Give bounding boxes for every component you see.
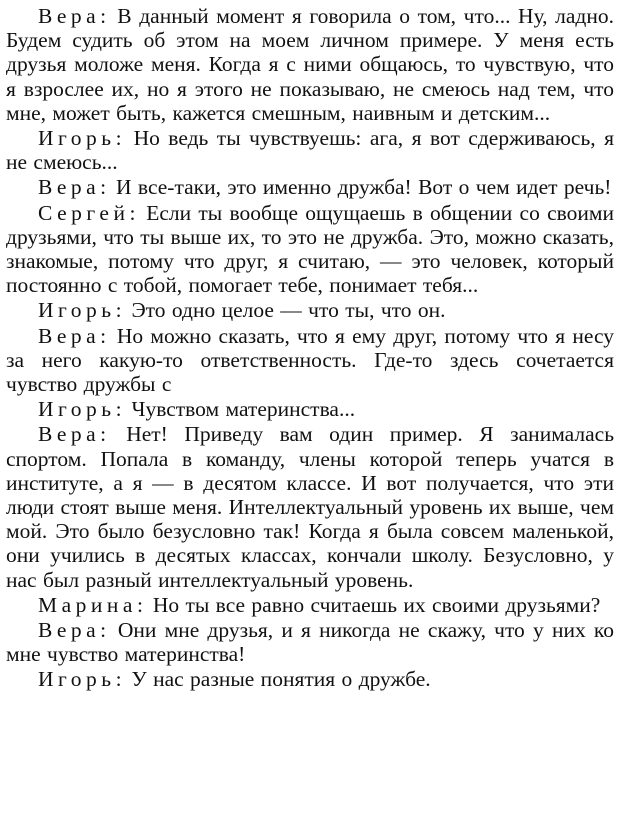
speech-text: Но можно сказать, что я ему друг, потому что я несу за него какую-то ответственность. Где-то здесь сочетается чувство дружбы с — [6, 323, 614, 397]
speaker-name: Марина: — [38, 592, 148, 617]
dialogue-paragraph — [6, 201, 614, 298]
dialogue-paragraph — [6, 593, 614, 617]
speech-text: В данный момент я говорила о том, что... Ну, ладно. Будем судить об этом на моем личном примере. У меня есть друзья моложе меня. Когда я с ними общаюсь, то чувствую, что я взрослее их, но я этого не показываю, не смеюсь над тем, что мне, может быть, кажется смешным, наивным и детским... — [6, 4, 615, 125]
speech-text: Если ты вообще ощущаешь в общении со своими друзьями, что ты выше их, то это не дружба. Это, можно сказать, знакомые, потому что друг, я считаю, — это человек, который постоянно с тобой, помогает тебе, понимает тебя... — [6, 200, 615, 298]
speaker-name: Вера: — [38, 4, 111, 28]
speech-text: Они мне друзья, и я никогда не скажу, что у них ко мне чувство материнства! — [6, 618, 615, 667]
speaker-name: Сергей: — [38, 200, 140, 225]
dialogue-paragraph — [6, 4, 614, 125]
speaker-name: Вера: — [38, 323, 111, 348]
speech-text: Но ты все равно считаешь их своими друзьями? — [152, 592, 601, 617]
speech-text: Но ведь ты чувствуешь: ага, я вот сдерживаюсь, я не смеюсь... — [6, 126, 614, 175]
dialogue-paragraph — [6, 175, 614, 199]
speaker-name: Вера: — [38, 175, 111, 200]
dialogue-paragraph — [6, 667, 614, 691]
dialogue-paragraph — [6, 422, 614, 591]
speech-text: У нас разные понятия о дружбе. — [131, 667, 431, 692]
speech-text: Нет! Приведу вам один пример. Я занималась спортом. Попала в команду, члены которой теперь учатся в институте, а я — в десятом классе. И вот получается, что эти люди стоят выше меня. Интеллектуальный уровень их выше, чем мой. Это было безусловно так! Когда я была совсем маленькой, они учились в десятых классах, кончали школу. Безусловно, у нас был разный интеллектуальный уровень. — [6, 422, 615, 592]
speech-text: Чувством материнства... — [131, 397, 356, 422]
dialogue-paragraph — [6, 397, 614, 421]
dialogue-paragraph — [6, 126, 614, 174]
speaker-name: Игорь: — [38, 667, 127, 692]
speech-text: Это одно целое — что ты, что он. — [131, 298, 446, 323]
dialogue-paragraph — [6, 618, 614, 666]
speaker-name: Игорь: — [38, 126, 127, 151]
speaker-name: Вера: — [38, 618, 111, 643]
speaker-name: Игорь: — [38, 298, 127, 323]
speech-text: И все-таки, это именно дружба! Вот о чем идет речь! — [116, 175, 612, 200]
dialogue-paragraph — [6, 324, 614, 397]
speaker-name: Вера: — [38, 422, 111, 447]
speaker-name: Игорь: — [38, 397, 127, 422]
dialogue-paragraph — [6, 298, 614, 322]
